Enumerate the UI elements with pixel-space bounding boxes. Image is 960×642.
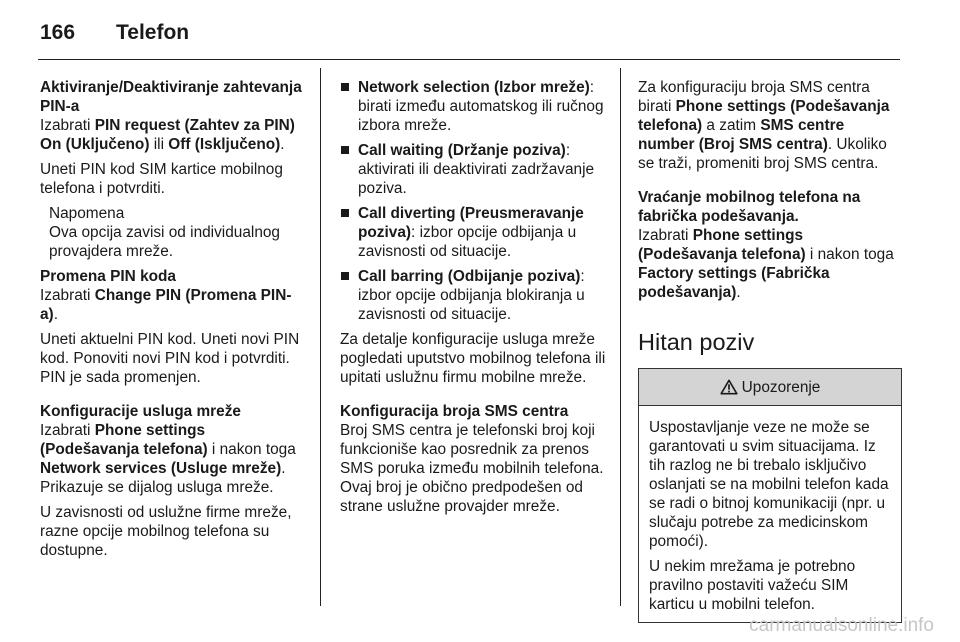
list-item: Call diverting (Preusmeravanje poziva): izbor opcije odbijanja u zavisnosti od situacije. xyxy=(340,204,610,261)
pin-request-instruction: Izabrati PIN request (Zahtev za PIN) On (Uključeno) ili Off (Isključeno). xyxy=(40,117,295,153)
warning-paragraph-2: U nekim mrežama je potrebno pravilno postaviti važeću SIM karticu u mobilni telefon. xyxy=(649,558,856,613)
sms-config-instruction: Za konfiguraciju broja SMS centra birati Phone settings (Podešavanja telefona) a zatim SMS centre number (Broj SMS centra). Ukoliko se traži, promeniti broj SMS centra. xyxy=(638,79,890,172)
network-details-text: Za detalje konfiguracije usluga mreže pogledati uputstvo mobilnog telefona ili upitati uslužnu firmu mobilne mreže. xyxy=(340,331,606,386)
page-title: Telefon xyxy=(116,21,190,44)
header-rule xyxy=(38,59,900,60)
change-pin-instruction: Izabrati Change PIN (Promena PIN-a). xyxy=(40,287,292,323)
note-text: Ova opcija zavisi od individualnog provajdera mreže. xyxy=(49,224,280,260)
factory-reset-instruction: Izabrati Phone settings (Podešavanja telefona) i nakon toga Factory settings (Fabrička podešavanja). xyxy=(638,227,894,301)
note-box xyxy=(49,204,308,261)
watermark: carmanualsonline.info xyxy=(749,615,934,636)
warning-body xyxy=(639,406,901,622)
warning-paragraph-1: Uspostavljanje veze ne može se garantovati u svim situacijama. Iz tih razlog ne bi trebalo isključivo oslanjati se na mobilni telefon kada se radi o bitnoj komunikaciji (npr. u slučaju potrebe za medicinskom pomoći). xyxy=(649,419,889,550)
column-2 xyxy=(340,78,610,522)
column-divider-2 xyxy=(620,68,621,606)
emergency-call-heading: Hitan poziv xyxy=(638,329,755,355)
factory-reset-heading: Vraćanje mobilnog telefona na fabrička podešavanja. xyxy=(638,189,861,225)
list-item: Call barring (Odbijanje poziva): izbor opcije odbijanja blokiranja u zavisnosti od situacije. xyxy=(340,267,610,324)
network-options-list xyxy=(340,78,610,324)
warning-triangle-icon xyxy=(720,379,738,395)
column-divider-1 xyxy=(320,68,321,606)
note-label: Napomena xyxy=(49,205,125,222)
warning-header xyxy=(639,369,901,406)
list-item: Call waiting (Držanje poziva): aktivirati ili deaktivirati zadržavanje poziva. xyxy=(340,141,610,198)
network-services-instruction: Izabrati Phone settings (Podešavanja telefona) i nakon toga Network services (Usluge mreže). Prikazuje se dijalog usluga mreže. xyxy=(40,422,296,496)
column-1 xyxy=(40,78,308,566)
bullet-square-icon xyxy=(341,83,349,91)
sms-centre-text: Broj SMS centra je telefonski broj koji funkcioniše kao posrednik za prenos SMS poruka između mobilnih telefona. Ovaj broj je obično predpodešen od strane uslužne provajder mreže. xyxy=(340,422,604,515)
bullet-square-icon xyxy=(341,272,349,280)
change-pin-text: Uneti aktuelni PIN kod. Uneti novi PIN kod. Ponoviti novi PIN kod i potvrditi. PIN je sada promenjen. xyxy=(40,331,300,386)
network-services-heading: Konfiguracije usluga mreže xyxy=(40,403,241,420)
page-number: 166 xyxy=(40,21,76,44)
network-services-text: U zavisnosti od uslužne firme mreže, razne opcije mobilnog telefona su dostupne. xyxy=(40,504,292,559)
column-3 xyxy=(638,78,902,623)
warning-title: Upozorenje xyxy=(741,378,821,396)
pin-request-heading: Aktiviranje/Deaktiviranje zahtevanja PIN-a xyxy=(40,79,302,115)
change-pin-heading: Promena PIN koda xyxy=(40,268,176,285)
sms-centre-heading: Konfiguracija broja SMS centra xyxy=(340,403,569,420)
warning-box xyxy=(638,368,902,623)
pin-enter-text: Uneti PIN kod SIM kartice mobilnog telefona i potvrditi. xyxy=(40,161,283,197)
list-item: Network selection (Izbor mreže): birati između automatskog ili ručnog izbora mreže. xyxy=(340,78,610,135)
bullet-square-icon xyxy=(341,146,349,154)
bullet-square-icon xyxy=(341,209,349,217)
